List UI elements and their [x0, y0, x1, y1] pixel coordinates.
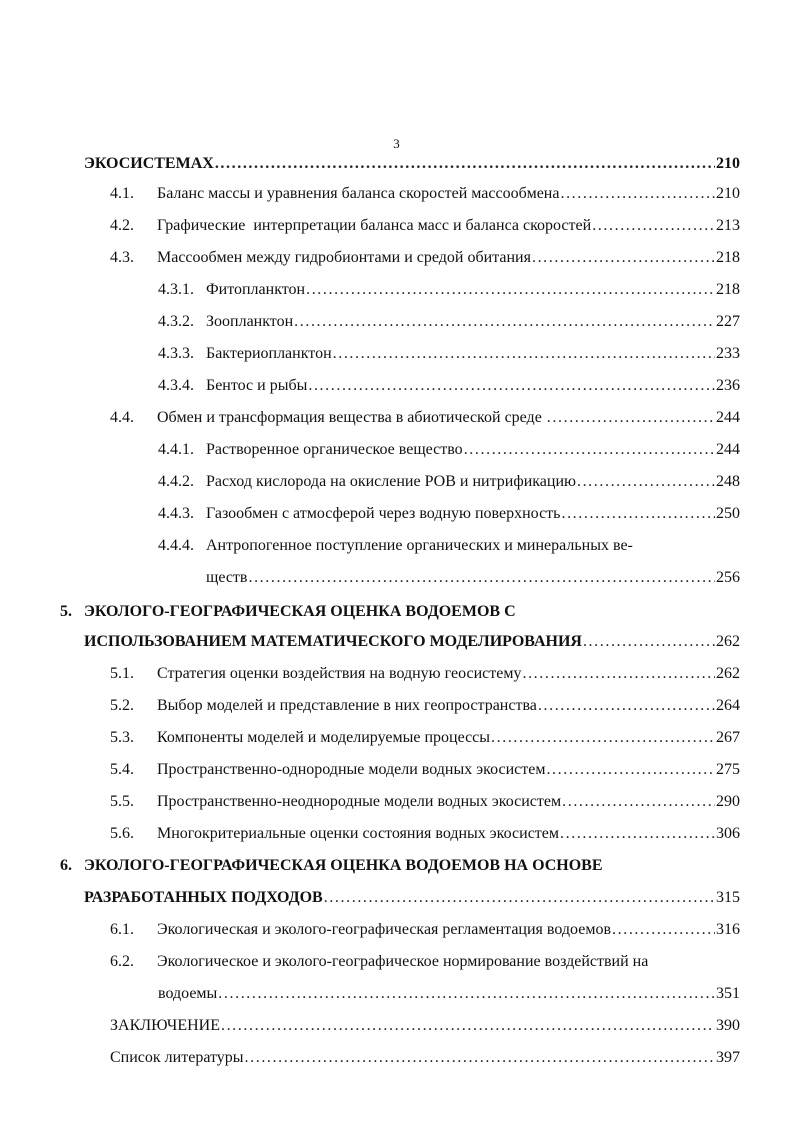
toc-entry-5-1[interactable]: [110, 662, 740, 686]
toc-entry-page: 264: [716, 697, 740, 714]
toc-entry-number: 4.4.3.: [158, 505, 194, 522]
toc-entry-number: 4.1.: [110, 185, 134, 202]
toc-entry-page: 390: [716, 1017, 740, 1034]
toc-entry-number: 6.2.: [110, 953, 134, 970]
toc-entry-title: ЭКОСИСТЕМАХ: [84, 155, 214, 172]
toc-entry-title: ЗАКЛЮЧЕНИЕ: [110, 1017, 220, 1034]
toc-entry-5-2[interactable]: [110, 694, 740, 718]
toc-entry-title: ИСПОЛЬЗОВАНИЕМ МАТЕМАТИЧЕСКОГО МОДЕЛИРОВАНИЯ: [84, 633, 582, 650]
toc-entry-title: Фитопланктон: [206, 281, 306, 298]
toc-entry-number: 6.1.: [110, 921, 134, 938]
toc-entry-number: 4.3.2.: [158, 313, 194, 330]
toc-entry-4-4-4[interactable]: [158, 534, 740, 558]
dot-leader: [491, 726, 715, 750]
toc-entry-5-4[interactable]: [110, 758, 740, 782]
toc-entry-page: 244: [716, 441, 740, 458]
dot-leader: [333, 342, 715, 366]
toc-entry-title: Компоненты моделей и моделируемые процессы: [157, 729, 491, 746]
toc-entry-title: Зоопланктон: [206, 313, 294, 330]
toc-entry-5-5[interactable]: [110, 790, 740, 814]
dot-leader: [592, 214, 715, 238]
dot-leader: [221, 1014, 715, 1038]
toc-entry-page: 218: [716, 249, 740, 266]
toc-entry-title: Графические интерпретации баланса масс и баланса скоростей: [157, 217, 592, 234]
toc-entry-4-4-2[interactable]: [158, 470, 740, 494]
toc-entry-title: водоемы: [158, 985, 218, 1002]
toc-entry-references[interactable]: [110, 1046, 740, 1070]
toc-entry-number: 5.4.: [110, 761, 134, 778]
dot-leader: [560, 822, 715, 846]
dot-leader: [248, 566, 715, 590]
toc-entry-number: 4.4.4.: [158, 537, 194, 554]
toc-entry-title: РАЗРАБОТАННЫХ ПОДХОДОВ: [84, 889, 323, 906]
dot-leader: [464, 438, 715, 462]
toc-entry-4-3-3[interactable]: [158, 342, 740, 366]
dot-leader: [522, 662, 715, 686]
toc-entry-page: 262: [716, 633, 740, 650]
dot-leader: [306, 278, 715, 302]
toc-entry-chapter-4-continuation[interactable]: [84, 152, 740, 176]
toc-entry-number: 5.5.: [110, 793, 134, 810]
dot-leader: [577, 470, 715, 494]
dot-leader: [562, 790, 715, 814]
toc-entry-title: Баланс массы и уравнения баланса скоростей массообмена: [157, 185, 560, 202]
toc-entry-4-2[interactable]: [110, 214, 740, 238]
toc-entry-number: 5.1.: [110, 665, 134, 682]
dot-leader: [532, 246, 715, 270]
dot-leader: [561, 502, 715, 526]
toc-entry-chapter-5-continuation[interactable]: [84, 630, 740, 654]
toc-entry-number: 4.3.3.: [158, 345, 194, 362]
toc-entry-4-3-1[interactable]: [158, 278, 740, 302]
toc-entry-page: 210: [716, 155, 740, 172]
dot-leader: [560, 182, 715, 206]
dot-leader: [547, 406, 715, 430]
toc-entry-title: ЭКОЛОГО-ГЕОГРАФИЧЕСКАЯ ОЦЕНКА ВОДОЕМОВ НА ОСНОВЕ: [84, 857, 603, 874]
toc-entry-chapter-5[interactable]: [60, 600, 740, 624]
dot-leader: [538, 694, 715, 718]
toc-entry-title: ществ: [206, 569, 248, 586]
toc-entry-title: Пространственно-неоднородные модели водных экосистем: [157, 793, 562, 810]
toc-entry-chapter-6[interactable]: [60, 854, 740, 878]
toc-entry-page: 262: [716, 665, 740, 682]
toc-entry-title: Пространственно-однородные модели водных экосистем: [157, 761, 546, 778]
toc-entry-6-2[interactable]: [110, 950, 740, 974]
toc-entry-page: 306: [716, 825, 740, 842]
toc-entry-page: 316: [716, 921, 740, 938]
toc-entry-4-4-1[interactable]: [158, 438, 740, 462]
toc-entry-5-3[interactable]: [110, 726, 740, 750]
toc-entry-title: Экологическое и эколого-географическое нормирование воздействий на: [157, 953, 649, 970]
toc-entry-number: 4.3.: [110, 249, 134, 266]
toc-entry-page: 227: [716, 313, 740, 330]
toc-entry-4-3-2[interactable]: [158, 310, 740, 334]
toc-entry-conclusion[interactable]: [110, 1014, 740, 1038]
toc-entry-title: ЭКОЛОГО-ГЕОГРАФИЧЕСКАЯ ОЦЕНКА ВОДОЕМОВ С: [84, 603, 516, 620]
toc-entry-page: 213: [716, 217, 740, 234]
toc-entry-page: 236: [716, 377, 740, 394]
toc-entry-page: 256: [716, 569, 740, 586]
toc-entry-page: 248: [716, 473, 740, 490]
toc-entry-page: 210: [716, 185, 740, 202]
toc-entry-title: Бактериопланктон: [206, 345, 332, 362]
toc-entry-number: 4.4.2.: [158, 473, 194, 490]
dot-leader: [546, 758, 715, 782]
toc-entry-6-2-continuation[interactable]: [158, 982, 740, 1006]
toc-entry-6-1[interactable]: [110, 918, 740, 942]
toc-entry-page: 275: [716, 761, 740, 778]
toc-entry-page: 244: [716, 409, 740, 426]
toc-entry-title: Бентос и рыбы: [206, 377, 308, 394]
toc-entry-number: 4.2.: [110, 217, 134, 234]
toc-entry-number: 5.6.: [110, 825, 134, 842]
toc-entry-4-4-4-continuation[interactable]: [206, 566, 740, 590]
toc-entry-number: 4.3.4.: [158, 377, 194, 394]
toc-entry-page: 397: [716, 1049, 740, 1066]
toc-entry-4-1[interactable]: [110, 182, 740, 206]
toc-entry-title: Массообмен между гидробионтами и средой обитания: [157, 249, 531, 266]
toc-entry-number: 5.2.: [110, 697, 134, 714]
dot-leader: [612, 918, 715, 942]
dot-leader: [308, 374, 715, 398]
toc-entry-chapter-6-continuation[interactable]: [84, 886, 740, 910]
toc-entry-title: Многокритериальные оценки состояния водных экосистем: [157, 825, 560, 842]
dot-leader: [583, 630, 715, 654]
toc-entry-number: 6.: [60, 857, 72, 874]
toc-entry-page: 218: [716, 281, 740, 298]
dot-leader: [215, 152, 715, 176]
toc-entry-page: 290: [716, 793, 740, 810]
toc-entry-number: 4.4.1.: [158, 441, 194, 458]
toc-entry-page: 250: [716, 505, 740, 522]
toc-entry-number: 4.3.1.: [158, 281, 194, 298]
toc-entry-4-4[interactable]: [110, 406, 740, 430]
toc-entry-number: 5.3.: [110, 729, 134, 746]
dot-leader: [245, 1046, 715, 1070]
toc-entry-title: Антропогенное поступление органических и минеральных ве-: [206, 537, 633, 554]
toc-entry-title: Список литературы: [110, 1049, 244, 1066]
toc-entry-page: 267: [716, 729, 740, 746]
dot-leader: [324, 886, 715, 910]
toc-entry-title: Газообмен с атмосферой через водную поверхность: [206, 505, 561, 522]
toc-entry-page: 233: [716, 345, 740, 362]
toc-entry-4-3-4[interactable]: [158, 374, 740, 398]
toc-entry-4-3[interactable]: [110, 246, 740, 270]
toc-entry-number: 5.: [60, 603, 72, 620]
toc-entry-title: Стратегия оценки воздействия на водную геосистему: [157, 665, 522, 682]
toc-entry-page: 315: [716, 889, 740, 906]
toc-entry-title: Экологическая и эколого-географическая регламентация водоемов: [157, 921, 612, 938]
dot-leader: [218, 982, 715, 1006]
toc-entry-title: Обмен и трансформация вещества в абиотической среде: [157, 409, 546, 426]
toc-entry-title: Выбор моделей и представление в них геопространства: [157, 697, 537, 714]
dot-leader: [294, 310, 715, 334]
toc-entry-4-4-3[interactable]: [158, 502, 740, 526]
toc-entry-title: Расход кислорода на окисление РОВ и нитрификацию: [206, 473, 576, 490]
toc-entry-page: 351: [716, 985, 740, 1002]
page-number: 3: [393, 136, 400, 151]
toc-entry-number: 4.4.: [110, 409, 134, 426]
toc-entry-5-6[interactable]: [110, 822, 740, 846]
toc-entry-title: Растворенное органическое вещество: [206, 441, 463, 458]
